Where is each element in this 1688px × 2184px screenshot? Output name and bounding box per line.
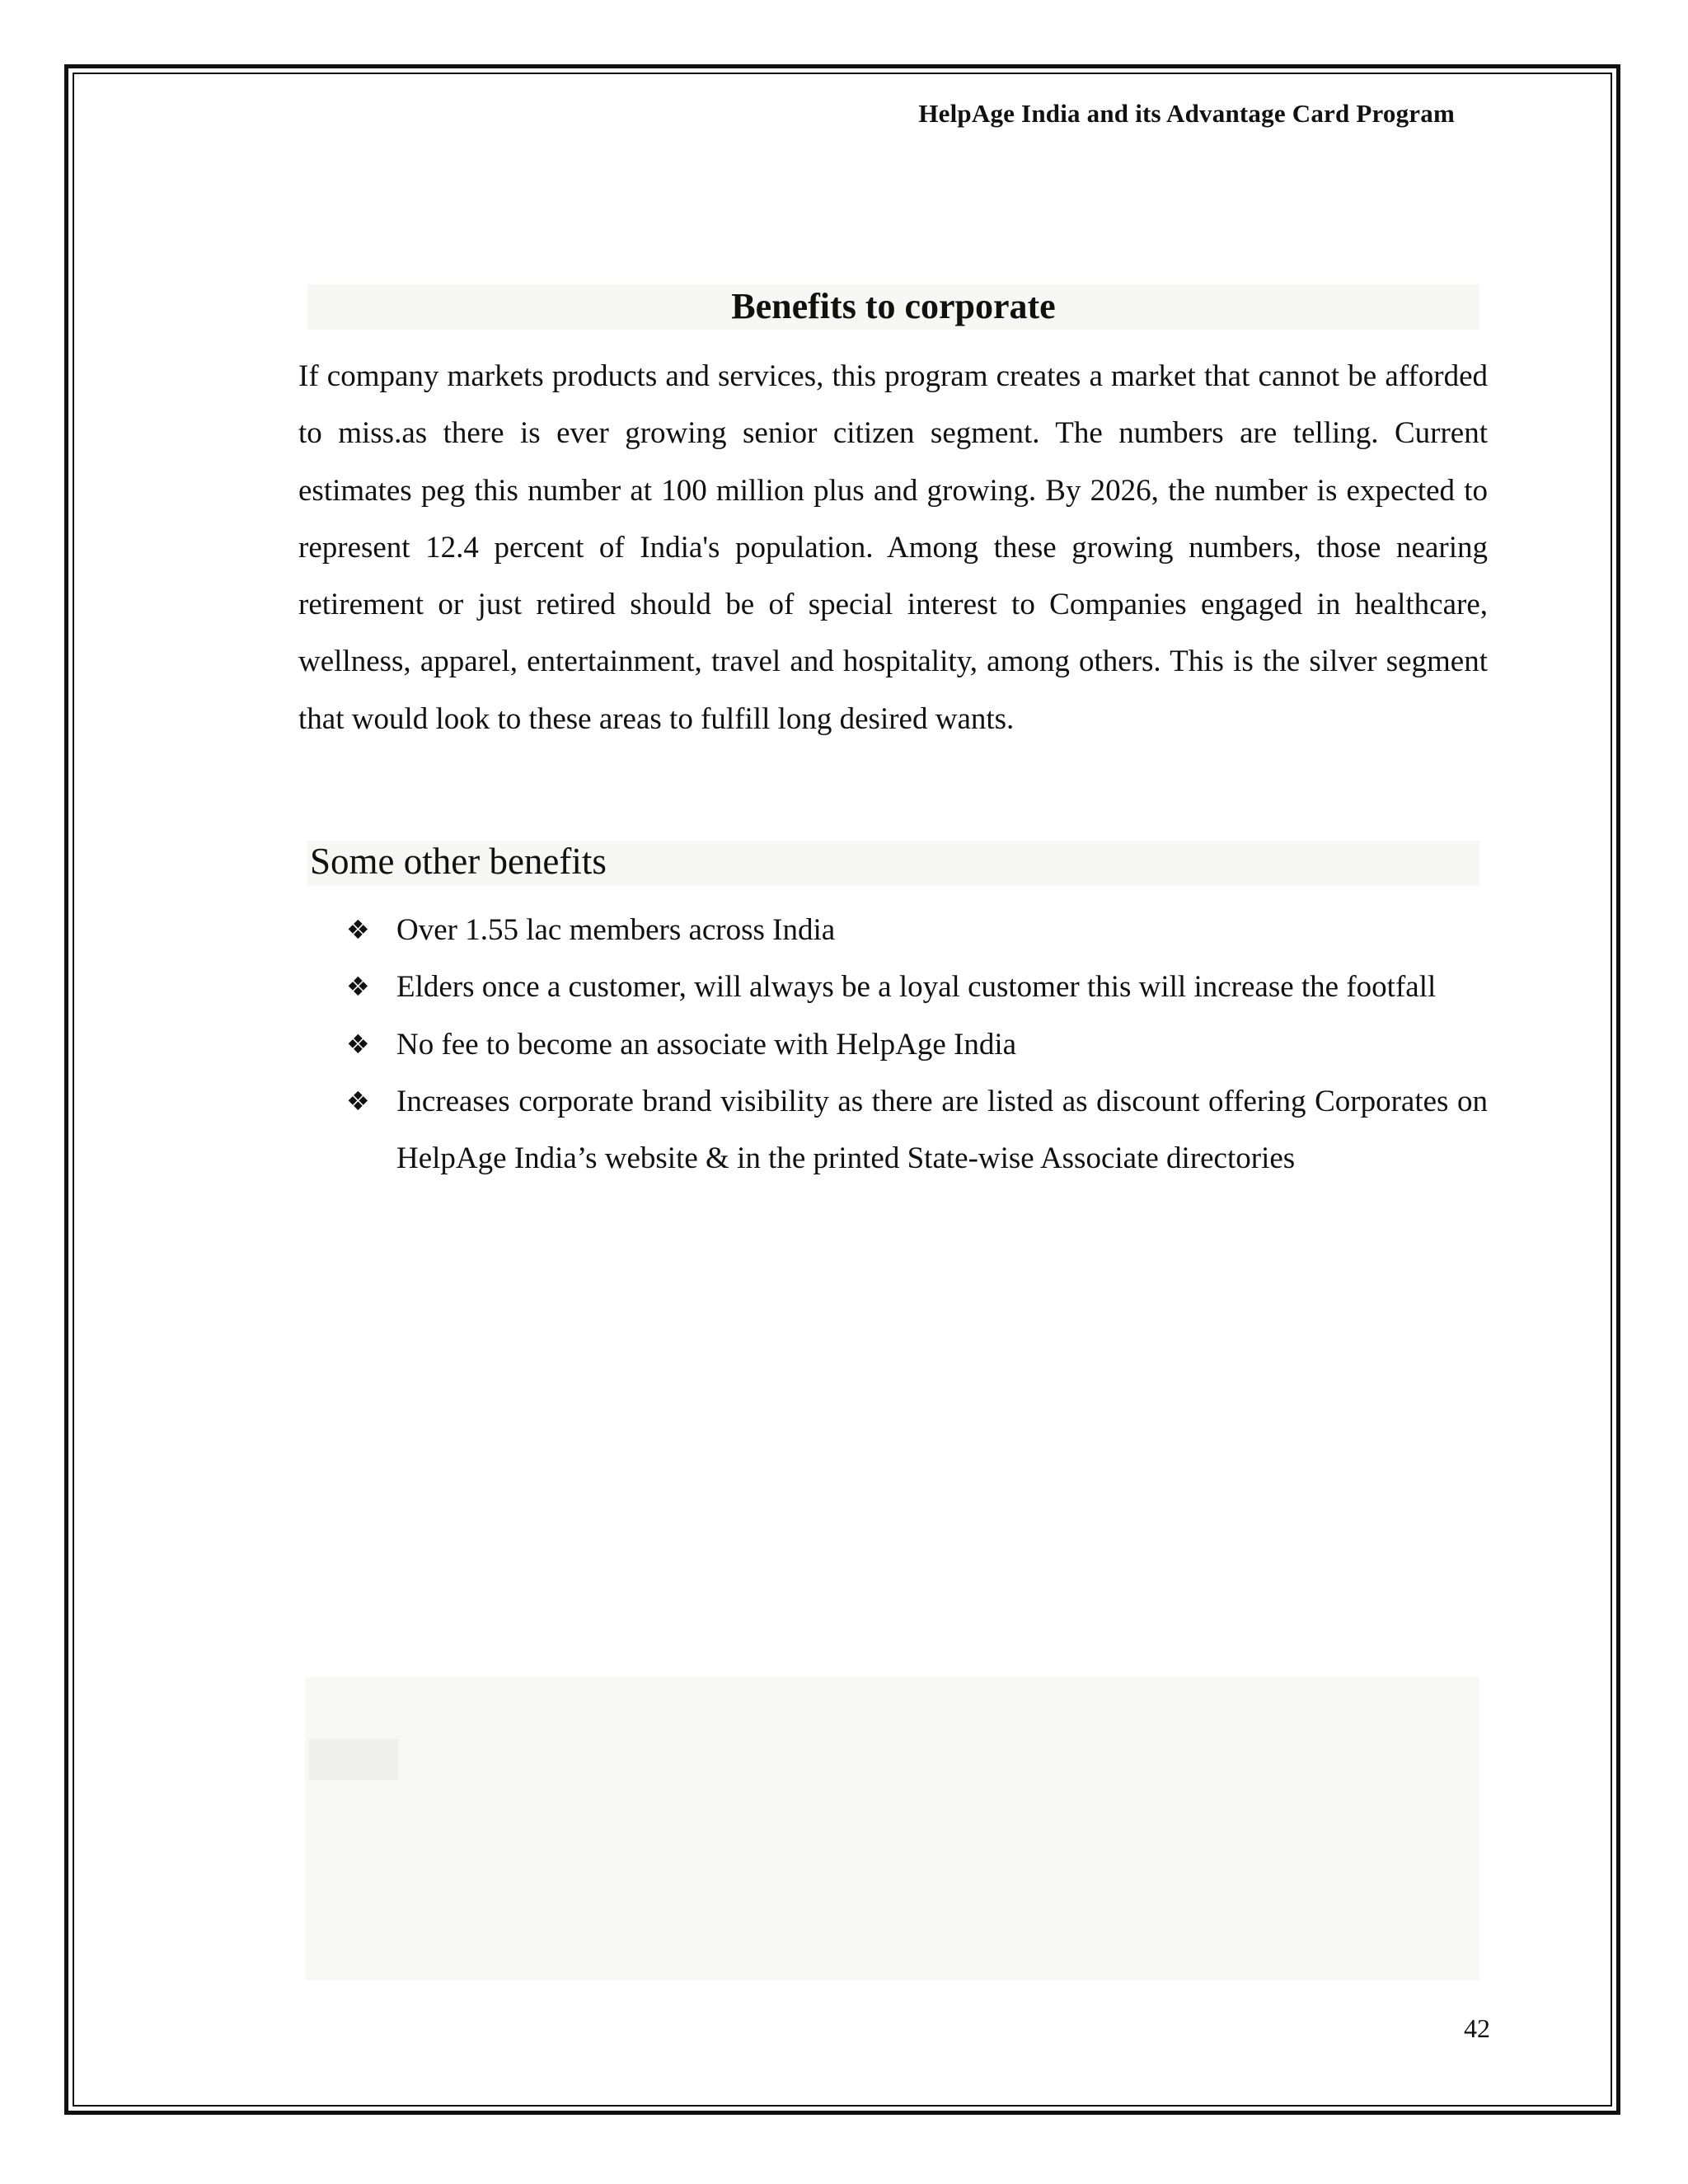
list-item-text: No fee to become an associate with HelpAge India [396, 1027, 1017, 1062]
benefits-list [346, 902, 1488, 1187]
section-paragraph: If company markets products and services, this program creates a market that cannot be afforded to miss.as there is ever growing senior citizen segment. The numbers are telling. Current estimates peg this number at 100 million plus and growing. By 2026, the number is expected to represent 12.4 percent of India's population. Among these growing numbers, those nearing retirement or just retired should be of special interest to Companies engaged in healthcare, wellness, apparel, entertainment, travel and hospitality, among others. This is the silver segment that would look to these areas to fulfill long desired wants. [298, 359, 1488, 736]
page-number: 42 [1464, 2013, 1490, 2043]
blank-placeholder-block [309, 1739, 398, 1780]
section-heading: Benefits to corporate [731, 286, 1056, 326]
list-item-text: Over 1.55 lac members across India [396, 913, 836, 947]
diamond-bullet-icon: ❖ [346, 1085, 370, 1117]
list-item [346, 1016, 1488, 1073]
running-header: HelpAge India and its Advantage Card Program [918, 99, 1455, 128]
diamond-bullet-icon: ❖ [346, 971, 370, 1003]
list-item-text: Increases corporate brand visibility as there are listed as discount offering Corporates on HelpAge India’s website & in the printed State-wise Associate directories [396, 1084, 1488, 1176]
list-item [346, 902, 1488, 958]
diamond-bullet-icon: ❖ [346, 914, 370, 945]
list-item-text: Elders once a customer, will always be a loyal customer this will increase the footfall [396, 970, 1437, 1005]
list-item [346, 1073, 1488, 1188]
diamond-bullet-icon: ❖ [346, 1028, 370, 1060]
blank-content-area [305, 1677, 1479, 1980]
benefits-subheading: Some other benefits [310, 841, 607, 882]
list-item [346, 958, 1488, 1015]
